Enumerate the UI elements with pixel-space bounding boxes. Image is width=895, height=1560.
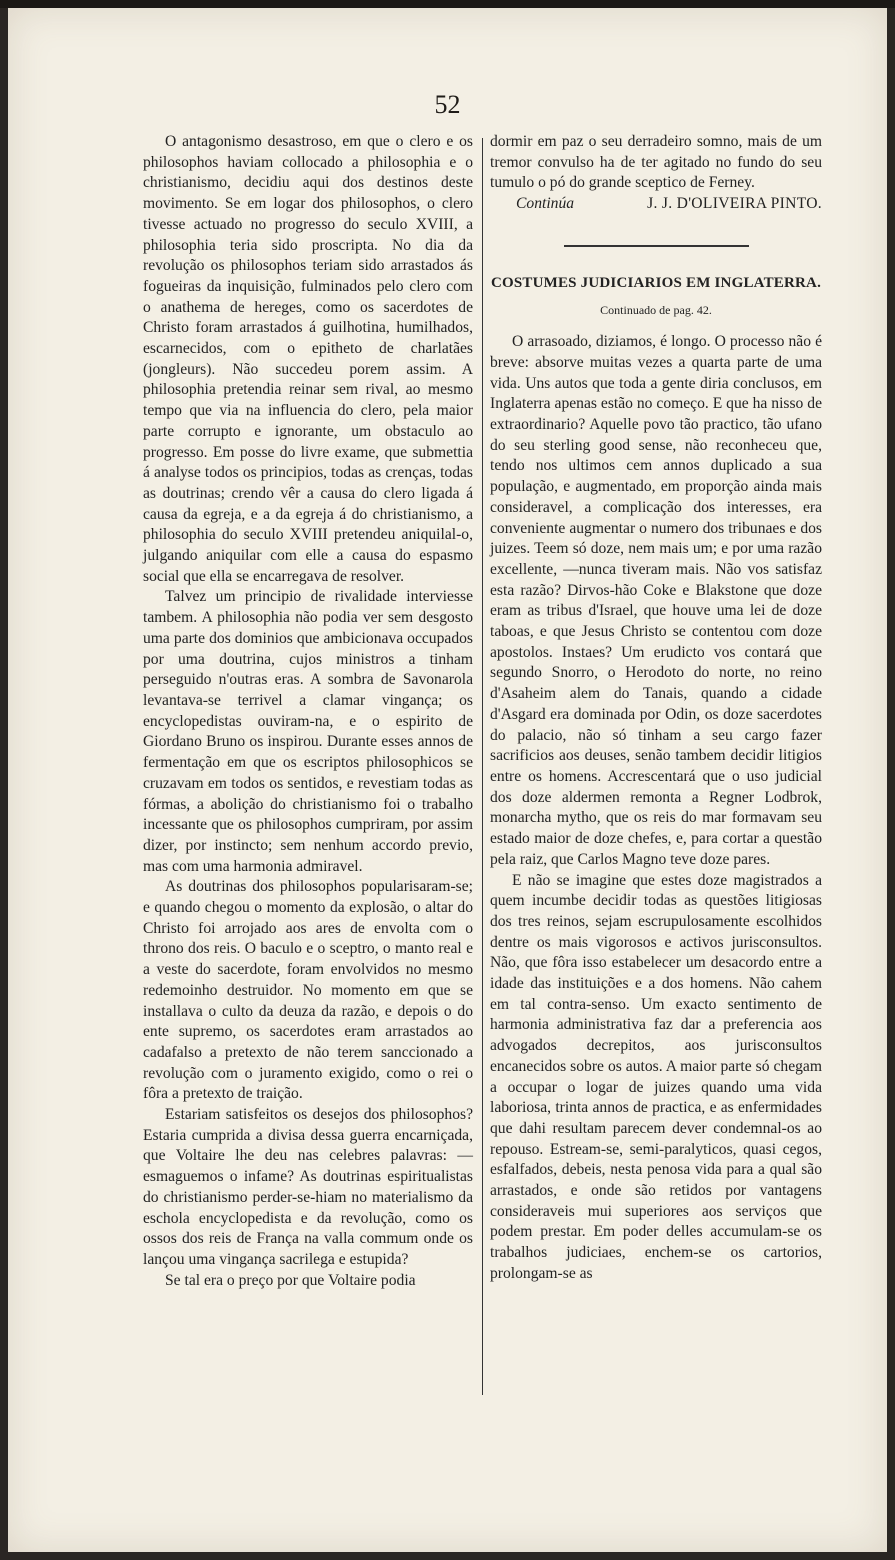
left-paragraph-4: Estariam satisfeitos os desejos dos philosophos? Estaria cumprida a divisa dessa guerra encarniçada, que Voltaire lhe deu nas celebres palavras: — esmaguemos o infame? As doutrinas espiritualistas do christianismo perder-se-hiam no materialismo da eschola encyclopedista e da revolução, como os ossos dos reis de França na valla commum onde os lançou uma vingança sacrilega e estupida? xyxy=(143,1106,473,1268)
left-paragraph-2: Talvez um principio de rivalidade interviesse tambem. A philosophia não podia ver sem desgosto uma parte dos dominios que ambicionava occupados por uma doutrina, cujos ministros a tinham perseguido n'outras eras. A sombra de Savonarola levantava-se terrivel a clamar vingança; os encyclopedistas ouviram-na, e o espirito de Giordano Bruno os inspirou. Durante esses annos de fermentação em que os escriptos philosophicos se cruzavam em todos os sentidos, e revestiam todas as fórmas, a abolição do christianismo foi o trabalho incessante que os philosophos cumpriram, por assim dizer, por instincto; sem nenhum accordo previo, mas com uma harmonia admiravel. xyxy=(143,588,473,875)
article-signature xyxy=(490,194,822,215)
left-paragraph-3: As doutrinas dos philosophos popularisaram-se; e quando chegou o momento da explosão, o altar do Christo foi arrojado aos ares de envolta com o throno dos reis. O baculo e o sceptro, o manto real e a veste do sacerdote, foram envolvidos no mesmo redemoinho destruidor. No momento em que se installava o culto da deuza da razão, e depois o do ente supremo, os sacerdotes eram arrastados ao cadafalso a pretexto de não terem sanccionado a revolução com o juramento exigido, como o rei o fôra a pretexto de traição. xyxy=(143,878,473,1103)
right-continuation: dormir em paz o seu derradeiro somno, mais de um tremor convulso ha de ter agitado no fundo do seu tumulo o pó do grande sceptico de Ferney. xyxy=(490,133,822,192)
scan-top-border xyxy=(0,0,895,8)
section-title: COSTUMES JUDICIARIOS EM INGLATERRA. xyxy=(490,274,822,291)
right-paragraph-1: O arrasoado, diziamos, é longo. O processo não é breve: absorve muitas vezes a quarta parte de uma vida. Uns autos que toda a gente diria conclusos, em Inglaterra apenas estão no começo. E que ha nisso de extraordinario? Aquelle povo tão practico, tão ufano do seu sterling good sense, não reconheceu que, tendo nos ultimos cem annos duplicado a sua população, e augmentado, em proporção ainda mais consideravel, a complicação dos interesses, era conveniente augmentar o numero dos tribunaes e dos juizes. Teem só doze, nem mais um; e por uma razão excellente, —nunca tiveram mais. Não vos satisfaz esta razão? Dirvos-hão Coke e Blakstone que doze eram as tribus d'Israel, que houve uma lei de doze taboas, e que Jesus Christo se contentou com doze apostolos. Instaes? Um erudicto vos contará que segundo Snorro, o Herodoto do norte, no reino d'Asaheim alem do Tanais, quando a cidade d'Asgard era dominada por Odin, os doze sacerdotes do palacio, não só tinham a seu cargo fazer sacrificios aos deuses, senão tambem decidir litigios entre os homens. Accrescentará que o uso judicial dos doze aldermen remonta a Regner Lodbrok, monarcha mytho, que os reis do mar formavam seu estado maior de doze chefes, e, para cortar a questão pela raiz, que Carlos Magno teve doze pares. xyxy=(490,333,822,868)
page-number: 52 xyxy=(434,90,461,119)
right-paragraph-2: E não se imagine que estes doze magistrados a quem incumbe decidir todas as questões litigiosas dos tres reinos, sejam escrupulosamente escolhidos dentre os mais vigorosos e activos jurisconsultos. Não, que fôra isso estabelecer um desacordo entre a idade das instituições e a dos homens. Não cahem em tal contra-senso. Um exacto sentimento de harmonia administrativa faz dar a preferencia aos advogados decrepitos, aos jurisconsultos encanecidos sobre os autos. A maior parte só chegam a occupar o logar de juizes quando uma vida laboriosa, trinta annos de practica, e as enfermidades que dahi resultam parecem dever condemnal-os ao repouso. Estream-se, semi-paralyticos, quasi cegos, esfalfados, debeis, nesta penosa vida para a qual são arrastados, e onde são retidos por vantagens consideraveis mui superiores aos serviços que podem prestar. Em poder delles accumulam-se os trabalhos judiciaes, enchem-se os cartorios, prolongam-se as xyxy=(490,871,822,1282)
continua-label: Continúa xyxy=(516,195,575,213)
left-column xyxy=(143,132,473,1291)
section-separator xyxy=(564,245,749,247)
left-paragraph-5: Se tal era o preço por que Voltaire podia xyxy=(165,1271,416,1289)
column-divider xyxy=(482,138,483,1395)
section-subtitle: Continuado de pag. 42. xyxy=(600,302,712,317)
left-paragraph-1: O antagonismo desastroso, em que o clero e os philosophos haviam collocado a philosophia e o christianismo, decidiu aqui dos destinos deste movimento. Se em logar dos philosophos, o clero tivesse actuado no progresso do seculo XVIII, a philosophia teria sido proscripta. No dia da revolução os philosophos teriam sido arrastados ás fogueiras da inquisição, fulminados pelo clero com o anathema de hereges, como os sacerdotes de Christo foram arrastados á guilhotina, humilhados, escarnecidos, com o epitheto de charlatães (jongleurs). Não succedeu porem assim. A philosophia pretendia reinar sem rival, ao mesmo tempo que via na influencia do clero, pela maior parte corrupto e ignorante, um obstaculo ao progresso. Em posse do livre exame, que submettia á analyse todos os principios, todas as crenças, todas as doutrinas; crendo vêr a causa do clero ligada á causa da egreja, e a da egreja á do christianismo, a philosophia do seculo XVIII pretendeu aniquilal-o, julgando aniquilar com elle a causa do espasmo social que ella se encarregava de resolver. xyxy=(143,133,473,585)
author-name: J. J. D'OLIVEIRA PINTO. xyxy=(647,195,822,213)
right-column xyxy=(490,132,822,1285)
